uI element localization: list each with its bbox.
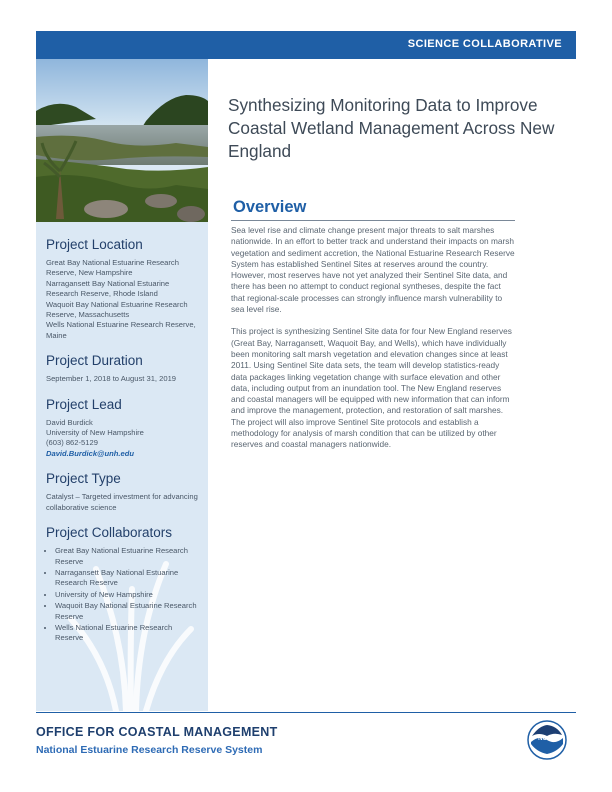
overview-divider [231, 220, 515, 221]
lead-contact [46, 418, 201, 460]
collaborators-heading: Project Collaborators [46, 525, 173, 541]
location-heading: Project Location [46, 237, 143, 252]
sidebar-content [46, 237, 201, 645]
marsh-photo [36, 59, 208, 222]
duration-heading: Project Duration [46, 353, 143, 369]
lead-email-link[interactable]: David.Burdick@unh.edu [46, 448, 134, 458]
overview-body [231, 225, 515, 462]
list-item: • Great Bay National Estuarine Research Reserve [55, 546, 201, 567]
footer-divider [36, 712, 576, 713]
overview-paragraph: Sea level rise and climate change present major threats to salt marshes nationwide. In an effort to better track and understand their impacts on marsh vegetation and sediment accretion, the National Estuarine Research Reserve System has established Sentinel Sites at reserves around the country. However, most reserves have not yet analyzed their Sentinel Site data, and there has been no attempt to conduct regional syntheses, despite the fact that regional-scale processes can strongly influence marsh vulnerability to sea level rise. [231, 225, 515, 315]
type-text: Catalyst – Targeted investment for advancing collaborative science [46, 492, 198, 512]
sidebar [36, 59, 208, 711]
duration-text: September 1, 2018 to August 31, 2019 [46, 374, 177, 384]
overview-paragraph: This project is synthesizing Sentinel Site data for four New England reserves (Great Bay, Narragansett, Waquoit Bay, and Wells), which have individually been monitoring salt marsh vegetation and elevation changes since at least 2011. Using Sentinel Site data sets, the team will develop statistics-ready data packages linking vegetation change with surface elevation and other data, including output from an inundation tool. The New England reserves and coastal managers will be equipped with new information that can inform and improve the management, protection, and restoration of salt marshes. The project will also improve Sentinel Site protocols and establish a methodology for analysis of marsh condition that can be utilized by other reserves and coastal managers nationwide. [231, 326, 512, 450]
overview-heading: Overview [233, 198, 307, 216]
office-name: OFFICE FOR COASTAL MANAGEMENT [36, 725, 278, 739]
noaa-logo-text: NOAA [538, 736, 556, 742]
noaa-logo-icon [527, 720, 567, 760]
type-heading: Project Type [46, 471, 121, 487]
page-title: Synthesizing Monitoring Data to Improve Coastal Wetland Management Across New England [228, 95, 555, 161]
header-banner [36, 31, 576, 59]
location-line: Great Bay National Estuarine Research Reserve, New Hampshire [46, 258, 179, 278]
lead-heading: Project Lead [46, 396, 122, 412]
list-item: • Waquoit Bay National Estuarine Research Reserve [55, 601, 201, 622]
location-line: Wells National Estuarine Research Reserve, Maine [46, 320, 196, 340]
banner-label: SCIENCE COLLABORATIVE [407, 38, 562, 50]
list-item: • Narragansett Bay National Estuarine Research Reserve [55, 568, 201, 589]
list-item: • Wells National Estuarine Research Reserve [55, 623, 201, 644]
lead-org: University of New Hampshire [46, 428, 144, 438]
lead-phone: (603) 862-5129 [46, 438, 98, 448]
location-line: Narragansett Bay National Estuarine Research Reserve, Rhode Island [46, 278, 170, 299]
system-name: National Estuarine Research Reserve System [36, 744, 263, 756]
lead-name: David Burdick [46, 417, 93, 427]
list-item: • University of New Hampshire [55, 590, 201, 600]
location-text [46, 258, 201, 341]
collaborators-list [46, 546, 201, 644]
location-line: Waquoit Bay National Estuarine Research Reserve, Massachusetts [46, 299, 188, 320]
